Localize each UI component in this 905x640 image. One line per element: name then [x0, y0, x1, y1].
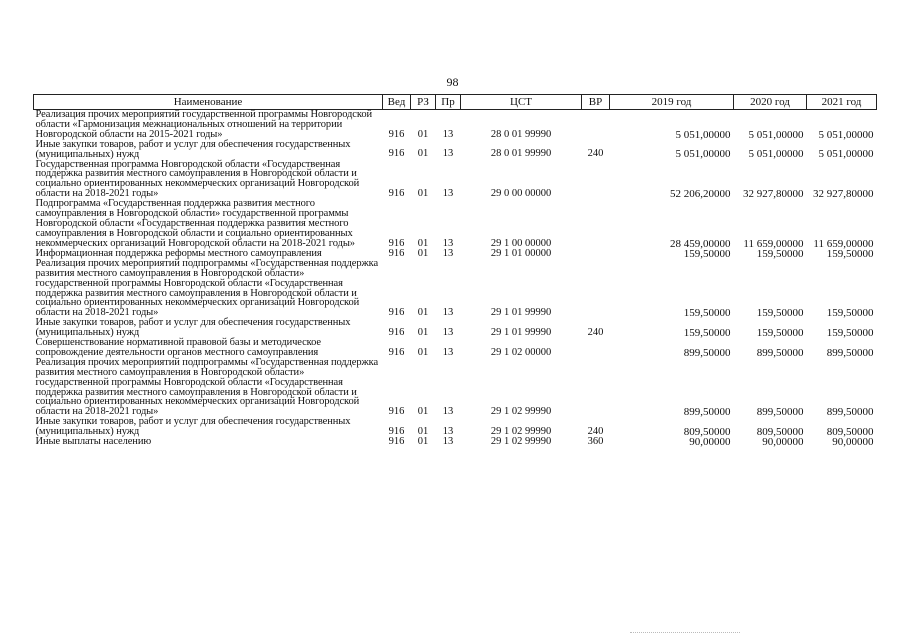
cell-y2020: 90,00000 — [762, 436, 804, 449]
cell-y2019: 159,50000 — [683, 326, 731, 339]
cell-y2019: 899,50000 — [683, 346, 731, 359]
cell-ved: 916 — [388, 247, 405, 259]
cell-y2019: 28 459,00000 — [670, 237, 731, 250]
cell-y2020: 809,50000 — [756, 426, 804, 438]
cell-name: Реализация прочих мероприятий подпрограммы «Государственная поддержка развития местного самоуправления в Новгородской области» государственной программы Новгородской области «Государственная поддержка развития местного самоуправления в Новгородской области и социально ориентированных некоммерческих организаций Новгородской области на 2018-2021 годы» — [35, 257, 379, 319]
cell-y2021: 159,50000 — [826, 326, 874, 339]
cell-y2021: 809,50000 — [826, 426, 874, 438]
cell-name: Иные закупки товаров, работ и услуг для обеспечения государственных (муниципальных) нужд — [35, 317, 351, 339]
table-row — [34, 199, 877, 249]
cell-vr — [582, 110, 610, 140]
cell-rz: 01 — [417, 247, 429, 259]
cell-y2019: 52 206,20000 — [670, 188, 731, 201]
cell-ved: 916 — [388, 436, 405, 448]
cell-y2020: 899,50000 — [756, 406, 804, 419]
cell-cst: 29 0 00 00000 — [490, 188, 552, 200]
cell-pr: 13 — [442, 426, 454, 437]
cell-cst: 28 0 01 99990 — [490, 148, 552, 160]
cell-ved: 916 — [388, 188, 405, 200]
table-header-row — [34, 95, 877, 110]
cell-y2019: 159,50000 — [683, 247, 731, 260]
page-number: 98 — [446, 75, 459, 89]
cell-vr — [582, 199, 610, 249]
cell-pr: 13 — [442, 307, 454, 319]
cell-y2020: 11 659,00000 — [743, 237, 804, 250]
cell-y2020: 159,50000 — [756, 326, 804, 339]
cell-rz: 01 — [417, 148, 429, 160]
cell-y2020: 899,50000 — [756, 346, 804, 359]
cell-y2019: 90,00000 — [689, 436, 731, 449]
table-row — [34, 160, 877, 200]
cell-y2019: 5 051,00000 — [675, 148, 731, 161]
cell-cst: 29 1 01 99990 — [490, 307, 552, 319]
cell-y2021: 5 051,00000 — [818, 128, 874, 141]
cell-vr: 240 — [587, 148, 604, 160]
cell-ved: 916 — [388, 326, 405, 338]
cell-y2021: 5 051,00000 — [818, 148, 874, 161]
cell-vr — [582, 160, 610, 200]
table-row — [34, 318, 877, 338]
table-row — [34, 358, 877, 417]
header-cst: ЦСТ — [461, 95, 582, 110]
cell-pr: 13 — [442, 346, 454, 358]
cell-cst: 29 1 01 99990 — [490, 326, 552, 338]
cell-pr: 13 — [442, 188, 454, 200]
table-row — [34, 259, 877, 318]
table-row — [34, 437, 877, 447]
cell-pr: 13 — [442, 237, 454, 249]
cell-y2019: 5 051,00000 — [675, 128, 731, 141]
cell-rz: 01 — [417, 188, 429, 200]
cell-cst: 28 0 01 99990 — [490, 128, 552, 140]
cell-vr — [582, 259, 610, 318]
cell-y2020: 32 927,80000 — [743, 188, 804, 201]
table-row — [34, 140, 877, 160]
cell-cst: 29 1 02 99990 — [490, 436, 552, 448]
cell-vr — [582, 249, 610, 259]
cell-ved: 916 — [388, 426, 405, 437]
cell-name: Подпрограмма «Государственная поддержка развития местного самоуправления в Новгородской области» государственной программы Новгородской области «Государственная поддержка развития местного самоуправления в Новгородской области и социально ориентированных некоммерческих организаций Новгородской области на 2018-2021 годы» — [35, 198, 355, 249]
cell-cst: 29 1 02 99990 — [490, 406, 552, 418]
header-name: Наименование — [34, 95, 383, 110]
cell-ved: 916 — [388, 128, 405, 140]
budget-table — [33, 94, 877, 447]
cell-pr: 13 — [442, 128, 454, 140]
table-body — [34, 110, 877, 448]
cell-rz: 01 — [417, 436, 429, 448]
header-rz: РЗ — [411, 95, 436, 110]
cell-y2021: 899,50000 — [826, 346, 874, 359]
cell-y2020: 159,50000 — [756, 307, 804, 320]
cell-rz: 01 — [417, 237, 429, 249]
cell-name: Иные закупки товаров, работ и услуг для обеспечения государственных (муниципальных) нужд — [35, 138, 351, 160]
cell-rz: 01 — [417, 128, 429, 140]
cell-y2020: 5 051,00000 — [748, 128, 804, 141]
cell-y2021: 11 659,00000 — [813, 237, 874, 250]
header-ved: Вед — [383, 95, 411, 110]
scan-artifact — [630, 632, 740, 634]
header-2021: 2021 год — [807, 95, 877, 110]
cell-vr: 240 — [587, 326, 604, 338]
cell-rz: 01 — [417, 346, 429, 358]
cell-pr: 13 — [442, 247, 454, 259]
cell-ved: 916 — [388, 237, 405, 249]
cell-y2021: 32 927,80000 — [813, 188, 874, 201]
cell-cst: 29 1 00 00000 — [490, 237, 552, 249]
table-row — [34, 417, 877, 437]
cell-pr: 13 — [442, 148, 454, 160]
cell-y2021: 90,00000 — [832, 436, 874, 449]
cell-y2020: 5 051,00000 — [748, 148, 804, 161]
cell-name: Иные закупки товаров, работ и услуг для обеспечения государственных (муниципальных) нужд — [35, 416, 351, 438]
header-2020: 2020 год — [734, 95, 807, 110]
cell-ved: 916 — [388, 307, 405, 319]
cell-y2020: 159,50000 — [756, 247, 804, 260]
cell-name: Информационная поддержка реформы местного самоуправления — [35, 247, 322, 259]
cell-ved: 916 — [388, 346, 405, 358]
cell-y2019: 899,50000 — [683, 406, 731, 419]
cell-rz: 01 — [417, 426, 429, 437]
cell-name: Совершенствование нормативной правовой базы и методическое сопровождение деятельности органов местного самоуправления — [35, 337, 321, 358]
cell-rz: 01 — [417, 307, 429, 319]
cell-y2021: 159,50000 — [826, 307, 874, 320]
table-row — [34, 110, 877, 140]
cell-name: Реализация прочих мероприятий подпрограммы «Государственная поддержка развития местного самоуправления в Новгородской области» государственной программы Новгородской области «Государственная поддержка развития местного самоуправления в Новгородской области и социально ориентированных некоммерческих организаций Новгородской области на 2018-2021 годы» — [35, 356, 379, 418]
cell-y2021: 899,50000 — [826, 406, 874, 419]
header-pr: Пр — [436, 95, 461, 110]
cell-ved: 916 — [388, 148, 405, 160]
cell-pr: 13 — [442, 406, 454, 418]
table-row — [34, 338, 877, 358]
cell-y2019: 159,50000 — [683, 307, 731, 320]
cell-cst: 29 1 01 00000 — [490, 247, 552, 259]
cell-y2019: 809,50000 — [683, 426, 731, 438]
cell-y2021: 159,50000 — [826, 247, 874, 260]
cell-pr: 13 — [442, 326, 454, 338]
cell-rz: 01 — [417, 326, 429, 338]
cell-vr: 240 — [587, 426, 604, 437]
cell-name: Государственная программа Новгородской области «Государственная поддержка развития местного самоуправления в Новгородской области и социально ориентированных некоммерческих организаций Новгородской области на 2018-2021 годы» — [35, 158, 360, 200]
cell-vr — [582, 338, 610, 358]
cell-cst: 29 1 02 00000 — [490, 346, 552, 358]
header-vr: ВР — [582, 95, 610, 110]
cell-pr: 13 — [442, 436, 454, 448]
cell-vr — [582, 358, 610, 417]
cell-name: Реализация прочих мероприятий государственной программы Новгородской области «Гармонизация межнациональных отношений на территории Новгородской области на 2015-2021 годы» — [35, 109, 372, 140]
cell-name: Иные выплаты населению — [35, 436, 152, 448]
cell-cst: 29 1 02 99990 — [490, 426, 552, 437]
cell-vr: 360 — [587, 436, 604, 448]
header-2019: 2019 год — [610, 95, 734, 110]
cell-ved: 916 — [388, 406, 405, 418]
cell-rz: 01 — [417, 406, 429, 418]
